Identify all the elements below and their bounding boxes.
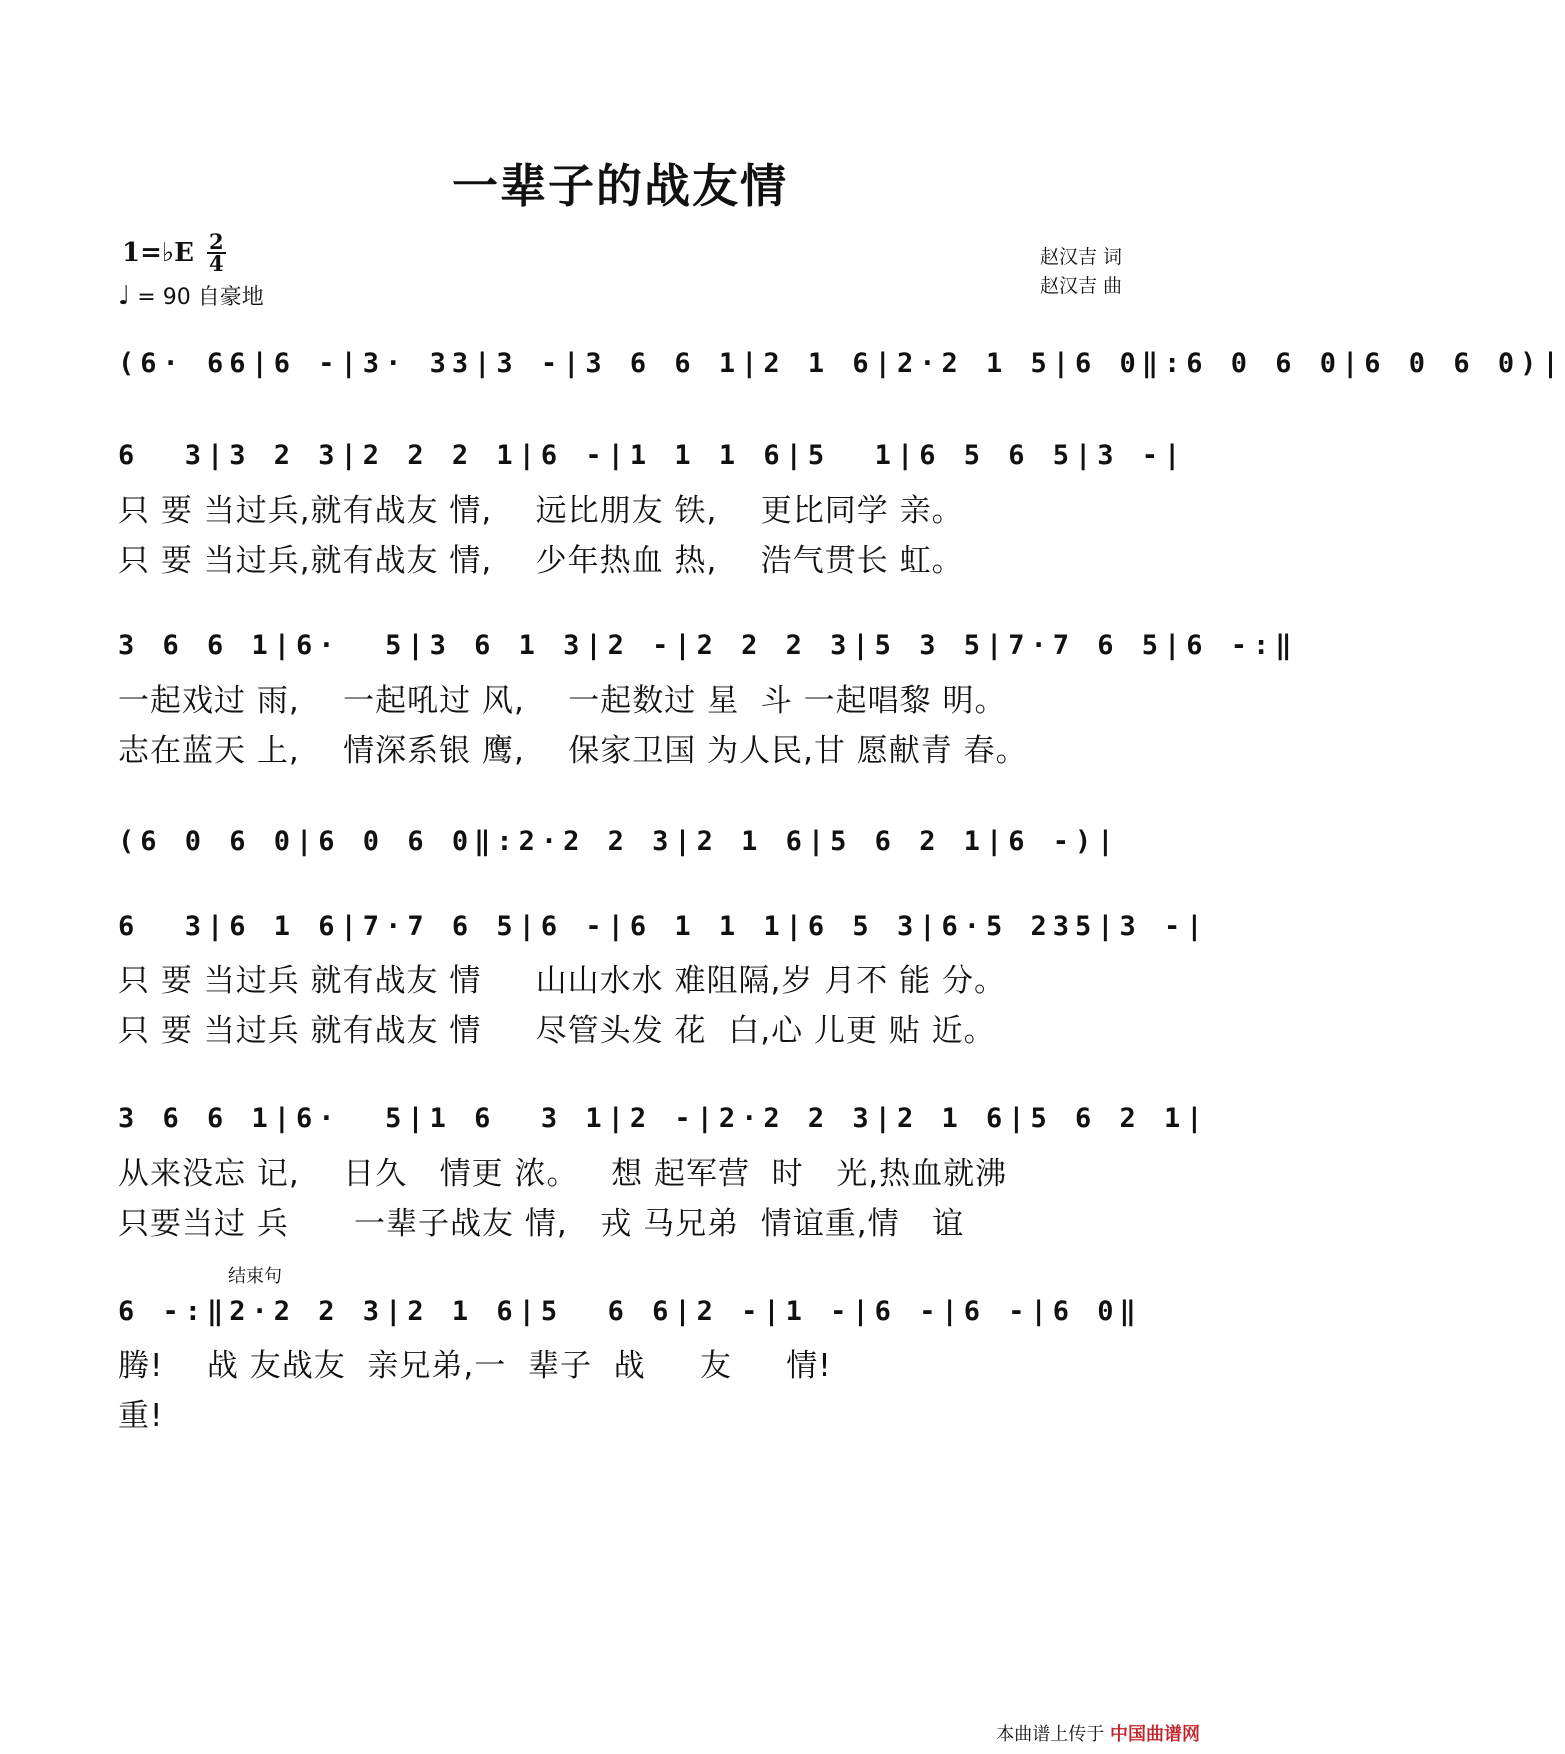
key-signature: 1=♭E [122, 238, 194, 268]
lyricist-credit: 赵汉吉 词 [1039, 246, 1122, 268]
site-logo: 中国曲谱网 [1110, 1724, 1200, 1745]
time-signature-top: 2 [209, 229, 224, 254]
composer-credit: 赵汉吉 曲 [1039, 275, 1122, 297]
staff-line-6 [118, 1095, 1209, 1155]
lyric-line: 重! [118, 1398, 164, 1434]
footer-text: 本曲谱上传于 [996, 1724, 1105, 1745]
lyric-line: 只 要 当过兵,就有战友 情, 远比朋友 铁, 更比同学 亲。 [118, 493, 964, 529]
notation-line: 6 3|3 2 3|2 2 2 1|6 -|1 1 1 6|5 1|6 5 6 5|3 -| [118, 440, 1187, 471]
notation-line: 6 -:‖2·2 2 3|2 1 6|5 6 6|2 -|1 -|6 -|6 -|6 0‖ [118, 1296, 1142, 1327]
lyric-line: 只要当过 兵 一辈子战友 情, 戎 马兄弟 情谊重,情 谊 [118, 1206, 965, 1242]
staff-line-3 [118, 622, 1298, 682]
footer-watermark [996, 1720, 1200, 1746]
time-signature [207, 229, 226, 276]
time-signature-bottom: 4 [209, 251, 224, 276]
tempo-marking [118, 280, 264, 311]
staff-line-7 [118, 1288, 1142, 1348]
page-title: 一辈子的战友情 [452, 159, 788, 213]
lyric-line: 一起戏过 雨, 一起吼过 风, 一起数过 星 斗 一起唱黎 明。 [118, 683, 1007, 719]
tempo-expression: 自豪地 [197, 285, 264, 310]
notation-line: (6· 66|6 -|3· 33|3 -|3 6 6 1|2 1 6|2·2 1 5|6 0‖:6 0 6 0|6 0 6 0)| [118, 348, 1565, 379]
lyric-line: 只 要 当过兵 就有战友 情 尽管头发 花 白,心 儿更 贴 近。 [118, 1013, 996, 1049]
lyric-line: 只 要 当过兵 就有战友 情 山山水水 难阻隔,岁 月不 能 分。 [118, 963, 1006, 999]
notation-line: 6 3|6 1 6|7·7 6 5|6 -|6 1 1 1|6 5 3|6·5 235|3 -| [118, 911, 1209, 942]
notation-line: 3 6 6 1|6· 5|1 6 3 1|2 -|2·2 2 3|2 1 6|5 6 2 1| [118, 1103, 1209, 1134]
staff-line-1 [118, 340, 1565, 400]
ending-label: 结束句 [228, 1266, 282, 1287]
staff-line-5 [118, 903, 1209, 963]
lyric-line: 只 要 当过兵,就有战友 情, 少年热血 热, 浩气贯长 虹。 [118, 543, 964, 579]
quarter-note-icon: ♩ [118, 281, 131, 311]
credits [1040, 243, 1122, 301]
lyric-line: 从来没忘 记, 日久 情更 浓。 想 起军营 时 光,热血就沸 [118, 1156, 1008, 1192]
notation-line: (6 0 6 0|6 0 6 0‖:2·2 2 3|2 1 6|5 6 2 1|6 -)| [118, 826, 1120, 857]
lyric-line: 志在蓝天 上, 情深系银 鹰, 保家卫国 为人民,甘 愿献青 春。 [118, 733, 1028, 769]
staff-line-2 [118, 432, 1187, 492]
staff-line-4 [118, 818, 1123, 878]
tempo-value: = 90 [137, 285, 191, 310]
lyric-line: 腾! 战 友战友 亲兄弟,一 辈子 战 友 情! [118, 1348, 832, 1384]
notation-line: 3 6 6 1|6· 5|3 6 1 3|2 -|2 2 2 3|5 3 5|7·7 6 5|6 -:‖ [118, 630, 1298, 661]
